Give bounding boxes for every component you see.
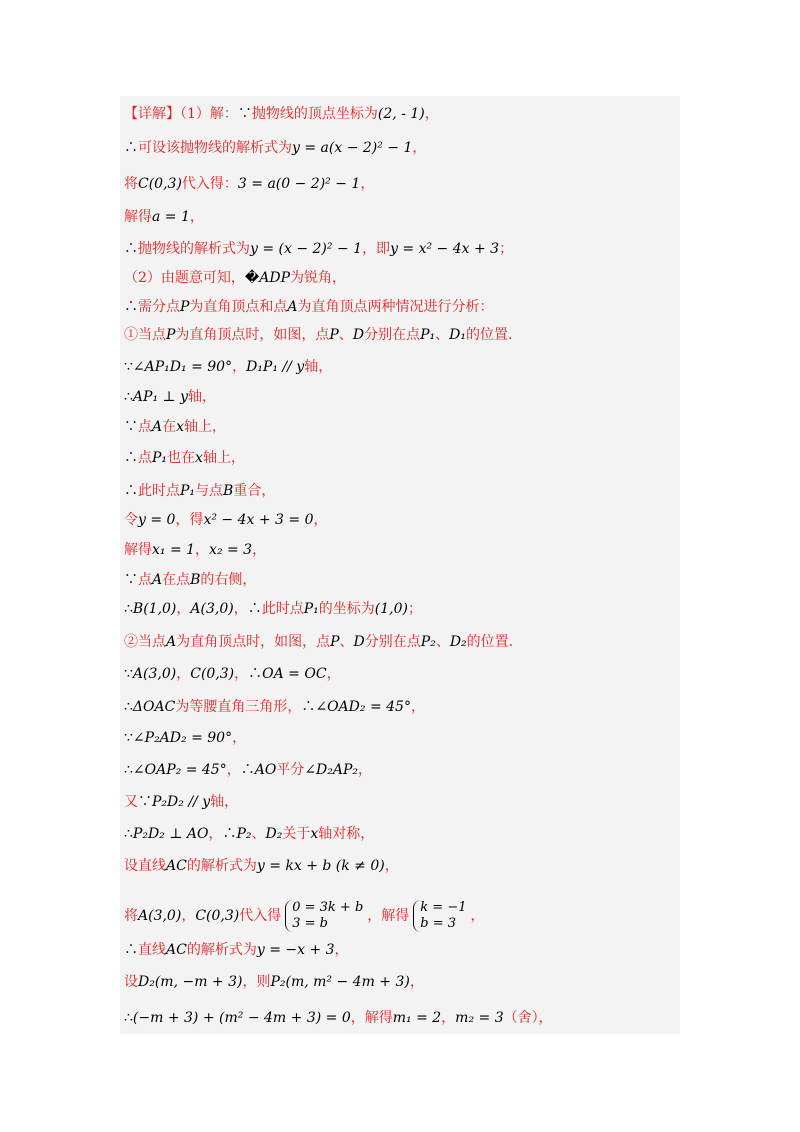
math-expression: P bbox=[329, 327, 339, 343]
text-run: ， bbox=[234, 666, 249, 682]
text-run: ，解得 bbox=[367, 908, 410, 924]
math-expression: x₁ = 1 bbox=[152, 542, 196, 558]
math-expression: P₁ bbox=[152, 450, 168, 466]
math-symbol: ∴ bbox=[240, 762, 255, 778]
text-run: ， bbox=[313, 512, 328, 528]
text-run: 抛物线的顶点坐标为 bbox=[251, 106, 378, 122]
math-expression: (1,0) bbox=[374, 601, 408, 617]
text-run: ，得 bbox=[175, 512, 204, 528]
math-expression: x₂ = 3 bbox=[209, 542, 253, 558]
math-expression: D₂ bbox=[265, 826, 283, 842]
math-expression: A bbox=[152, 572, 163, 588]
math-symbol: ∴ bbox=[124, 483, 138, 499]
math-expression: P₁ bbox=[303, 601, 319, 617]
math-expression: AO bbox=[254, 762, 277, 778]
math-expression: y = (x − 2)² − 1 bbox=[250, 241, 363, 257]
text-run: ， bbox=[326, 666, 341, 682]
math-expression: y = x² − 4x + 3 bbox=[390, 241, 500, 257]
text-run: 又 bbox=[124, 794, 138, 810]
math-expression: D bbox=[352, 327, 365, 343]
text-run: 点 bbox=[138, 450, 152, 466]
solution-line bbox=[124, 940, 349, 960]
math-expression: y = kx + b (k ≠ 0) bbox=[256, 858, 385, 874]
math-symbol: ∴ bbox=[124, 699, 133, 715]
math-expression: A bbox=[166, 634, 177, 650]
text-run: 代入得 bbox=[239, 908, 282, 924]
math-symbol: ∴ bbox=[301, 699, 316, 715]
text-run: 的坐标为 bbox=[318, 601, 375, 617]
math-expression: AC bbox=[166, 942, 187, 958]
solution-line bbox=[124, 599, 422, 619]
text-run: 为锐角， bbox=[290, 270, 347, 286]
math-symbol: ∵ bbox=[124, 359, 133, 375]
math-expression: A(3,0) bbox=[190, 601, 234, 617]
text-run: ， bbox=[424, 106, 439, 122]
math-symbol: ∵ bbox=[124, 419, 138, 435]
text-run: 、 bbox=[339, 634, 354, 650]
math-expression: ∠OAP₂ = 45° bbox=[132, 762, 227, 778]
solution-line bbox=[124, 325, 512, 345]
math-expression: P bbox=[166, 327, 176, 343]
math-expression: P₁ bbox=[180, 483, 196, 499]
text-run: ， bbox=[412, 140, 427, 156]
solution-line bbox=[124, 510, 327, 530]
math-expression: ∠OAD₂ = 45° bbox=[315, 699, 411, 715]
text-run: 分别在点 bbox=[364, 634, 421, 650]
equation-system bbox=[413, 900, 466, 932]
math-expression: P₂ bbox=[420, 634, 436, 650]
solution-panel bbox=[120, 96, 680, 1034]
text-run: ，即 bbox=[362, 241, 391, 257]
math-expression: ΔOAC bbox=[132, 699, 176, 715]
math-expression: B(1,0) bbox=[132, 601, 177, 617]
text-run: 直线 bbox=[138, 942, 166, 958]
solution-line bbox=[124, 174, 374, 194]
text-run: 分别在点 bbox=[364, 327, 421, 343]
math-expression: ADP bbox=[259, 270, 291, 286]
text-run: ， bbox=[410, 699, 425, 715]
text-run: ， bbox=[189, 209, 204, 225]
text-run: 轴， bbox=[210, 794, 239, 810]
text-run: ， bbox=[334, 942, 349, 958]
text-run: 、 bbox=[251, 826, 266, 842]
math-expression: m₂ = 3 bbox=[455, 1010, 504, 1026]
math-symbol: ∴ bbox=[124, 389, 133, 405]
text-run: 【详解】（1）解： bbox=[124, 106, 238, 122]
text-run: 点 bbox=[138, 419, 152, 435]
text-run: 设直线 bbox=[124, 858, 166, 874]
text-run: 点 bbox=[138, 572, 152, 588]
text-run: ， bbox=[358, 762, 373, 778]
text-run: 的位置. bbox=[465, 327, 513, 343]
math-expression: x bbox=[195, 450, 203, 466]
math-symbol: ∴ bbox=[222, 826, 237, 842]
text-run: 为直角顶点和点 bbox=[189, 299, 288, 315]
equation-row: k = −1 bbox=[420, 900, 467, 915]
math-expression: D bbox=[353, 634, 365, 650]
math-symbol: ∴ bbox=[124, 762, 133, 778]
math-symbol: ∴ bbox=[247, 601, 262, 617]
math-expression: A bbox=[287, 299, 298, 315]
text-run: ， bbox=[360, 176, 375, 192]
text-run: 轴上， bbox=[184, 419, 227, 435]
text-run: ， bbox=[208, 826, 223, 842]
text-run: 与点 bbox=[195, 483, 224, 499]
equation-row: b = 3 bbox=[420, 916, 457, 931]
text-run: 关于 bbox=[282, 826, 311, 842]
text-run: 解得 bbox=[124, 542, 152, 558]
text-run: 抛物线的解析式为 bbox=[138, 241, 250, 257]
text-run: 、 bbox=[338, 327, 353, 343]
math-expression: y = 0 bbox=[138, 512, 176, 528]
text-run: 的位置. bbox=[466, 634, 514, 650]
math-symbol: ∵ bbox=[124, 730, 133, 746]
math-symbol: ∵ bbox=[124, 666, 133, 682]
text-run: 的解析式为 bbox=[186, 858, 257, 874]
text-run: 为直角顶点时，如图，点 bbox=[175, 327, 330, 343]
math-expression: P₂(m, m² − 4m + 3) bbox=[270, 974, 410, 990]
solution-line bbox=[124, 481, 275, 501]
text-run: ， bbox=[384, 858, 399, 874]
math-expression: (−m + 3) + (m² − 4m + 3) = 0 bbox=[132, 1010, 351, 1026]
math-expression: C(0,3) bbox=[195, 908, 240, 924]
solution-line bbox=[124, 728, 246, 748]
math-expression: m₁ = 2 bbox=[392, 1010, 442, 1026]
solution-line bbox=[124, 1008, 553, 1028]
equation-row: 3 = b bbox=[292, 916, 328, 931]
math-symbol: ∴ bbox=[124, 601, 133, 617]
solution-line bbox=[124, 239, 513, 259]
text-run: 设 bbox=[124, 974, 138, 990]
math-expression: P₂ bbox=[236, 826, 252, 842]
text-run: ； bbox=[407, 601, 422, 617]
solution-line bbox=[124, 760, 372, 780]
math-expression: OA = OC bbox=[262, 666, 327, 682]
text-run: ①当点 bbox=[124, 327, 166, 343]
text-run: 轴， bbox=[188, 389, 217, 405]
text-run: ， bbox=[232, 730, 247, 746]
equation-system bbox=[285, 900, 363, 932]
math-expression: ∠AP₁D₁ = 90° bbox=[132, 359, 233, 375]
text-run: 在点 bbox=[162, 572, 191, 588]
math-expression: x bbox=[176, 419, 185, 435]
text-run: ， bbox=[470, 908, 485, 924]
math-expression: a = 1 bbox=[152, 209, 190, 225]
solution-line bbox=[124, 792, 238, 812]
solution-line bbox=[124, 387, 216, 407]
math-expression: ∠P₂AD₂ = 90° bbox=[132, 730, 233, 746]
math-expression: P₁ bbox=[420, 327, 436, 343]
solution-line bbox=[124, 104, 439, 124]
solution-line bbox=[124, 268, 346, 288]
text-run: 轴对称， bbox=[318, 826, 375, 842]
math-symbol: ∴ bbox=[124, 140, 138, 156]
text-run: ， bbox=[441, 1010, 456, 1026]
text-run: 的右侧， bbox=[200, 572, 257, 588]
text-run: 在 bbox=[162, 419, 177, 435]
math-expression: AC bbox=[166, 858, 187, 874]
text-run: ； bbox=[499, 241, 514, 257]
text-run: ， bbox=[252, 542, 267, 558]
text-run: ，则 bbox=[242, 974, 271, 990]
math-expression: x² − 4x + 3 = 0 bbox=[203, 512, 314, 528]
math-expression: D₂ bbox=[449, 634, 467, 650]
math-expression: y = −x + 3 bbox=[256, 942, 335, 958]
math-expression: ∠D₂AP₂ bbox=[304, 762, 359, 778]
solution-line bbox=[124, 972, 424, 992]
math-expression: A bbox=[152, 419, 163, 435]
solution-line bbox=[124, 207, 204, 227]
math-symbol: ∵ bbox=[138, 794, 152, 810]
math-expression: B bbox=[223, 483, 234, 499]
solution-line bbox=[124, 448, 245, 468]
math-symbol: ∴ bbox=[124, 450, 138, 466]
solution-line bbox=[124, 540, 266, 560]
solution-line bbox=[124, 297, 494, 317]
math-symbol: ∵ bbox=[124, 572, 138, 588]
math-expression: D₁P₁ // y bbox=[246, 359, 305, 375]
text-run: 解得 bbox=[124, 209, 152, 225]
math-symbol: ∴ bbox=[124, 299, 138, 315]
solution-line bbox=[124, 824, 374, 844]
text-run: ，解得 bbox=[350, 1010, 393, 1026]
text-run: ②当点 bbox=[124, 634, 166, 650]
math-expression: x bbox=[310, 826, 319, 842]
math-expression: D₂(m, −m + 3) bbox=[138, 974, 243, 990]
solution-line bbox=[124, 664, 341, 684]
text-run: 可设该抛物线的解析式为 bbox=[138, 140, 292, 156]
text-run: 、 bbox=[435, 634, 450, 650]
text-run: 的解析式为 bbox=[186, 942, 257, 958]
math-expression: P bbox=[180, 299, 190, 315]
text-run: 轴， bbox=[304, 359, 333, 375]
math-expression: y = a(x − 2)² − 1 bbox=[292, 140, 413, 156]
solution-line bbox=[124, 697, 425, 717]
math-expression: P₂D₂ ⊥ AO bbox=[132, 826, 209, 842]
math-symbol: ∵ bbox=[237, 106, 252, 122]
text-run: 将 bbox=[124, 908, 138, 924]
solution-line bbox=[124, 357, 332, 377]
text-run: 轴上， bbox=[202, 450, 245, 466]
text-run: ， bbox=[409, 974, 424, 990]
solution-line bbox=[124, 632, 513, 652]
text-run: ， bbox=[176, 666, 191, 682]
equation-row: 0 = 3k + b bbox=[292, 900, 364, 915]
math-expression: P bbox=[330, 634, 340, 650]
solution-line bbox=[124, 138, 426, 158]
math-expression: A(3,0) bbox=[138, 908, 182, 924]
math-expression: C(0,3) bbox=[138, 176, 182, 192]
text-run: 也在 bbox=[167, 450, 196, 466]
text-run: （2）由题意可知， bbox=[124, 270, 245, 286]
math-expression: A(3,0) bbox=[132, 666, 177, 682]
text-run: ， bbox=[176, 601, 191, 617]
math-symbol: ∴ bbox=[124, 942, 138, 958]
text-run: ， bbox=[232, 359, 247, 375]
text-run: ， bbox=[233, 601, 248, 617]
math-expression: (2, - 1) bbox=[377, 106, 425, 122]
text-run: ， bbox=[195, 542, 210, 558]
math-expression: 3 = a(0 − 2)² − 1 bbox=[237, 176, 361, 192]
text-run: 为直角顶点时，如图，点 bbox=[176, 634, 331, 650]
solution-line bbox=[124, 856, 399, 876]
text-run: 平分 bbox=[276, 762, 305, 778]
math-symbol: ∴ bbox=[124, 241, 138, 257]
solution-line bbox=[124, 417, 226, 437]
math-expression: P₂D₂ // y bbox=[152, 794, 211, 810]
text-run: 为直角顶点两种情况进行分析： bbox=[297, 299, 494, 315]
math-expression: C(0,3) bbox=[190, 666, 235, 682]
text-run: 令 bbox=[124, 512, 138, 528]
text-run: 此时点 bbox=[261, 601, 304, 617]
text-run: 此时点 bbox=[138, 483, 180, 499]
math-expression: D₁ bbox=[449, 327, 466, 343]
math-symbol: ∴ bbox=[124, 826, 133, 842]
math-expression: AP₁ ⊥ y bbox=[132, 389, 189, 405]
solution-line bbox=[124, 570, 256, 590]
text-run: 为等腰直角三角形， bbox=[175, 699, 302, 715]
text-run: 、 bbox=[435, 327, 450, 343]
text-run: 重合， bbox=[233, 483, 276, 499]
solution-line bbox=[124, 900, 484, 932]
text-run: ， bbox=[181, 908, 196, 924]
text-run: 代入得： bbox=[181, 176, 238, 192]
math-symbol: ∴ bbox=[248, 666, 263, 682]
text-run: （舍）， bbox=[503, 1010, 553, 1026]
text-run: 需分点 bbox=[138, 299, 180, 315]
text-run: ， bbox=[226, 762, 241, 778]
math-symbol: � bbox=[244, 270, 260, 286]
math-symbol: ∴ bbox=[124, 1010, 133, 1026]
text-run: 将 bbox=[124, 176, 138, 192]
math-expression: B bbox=[190, 572, 201, 588]
